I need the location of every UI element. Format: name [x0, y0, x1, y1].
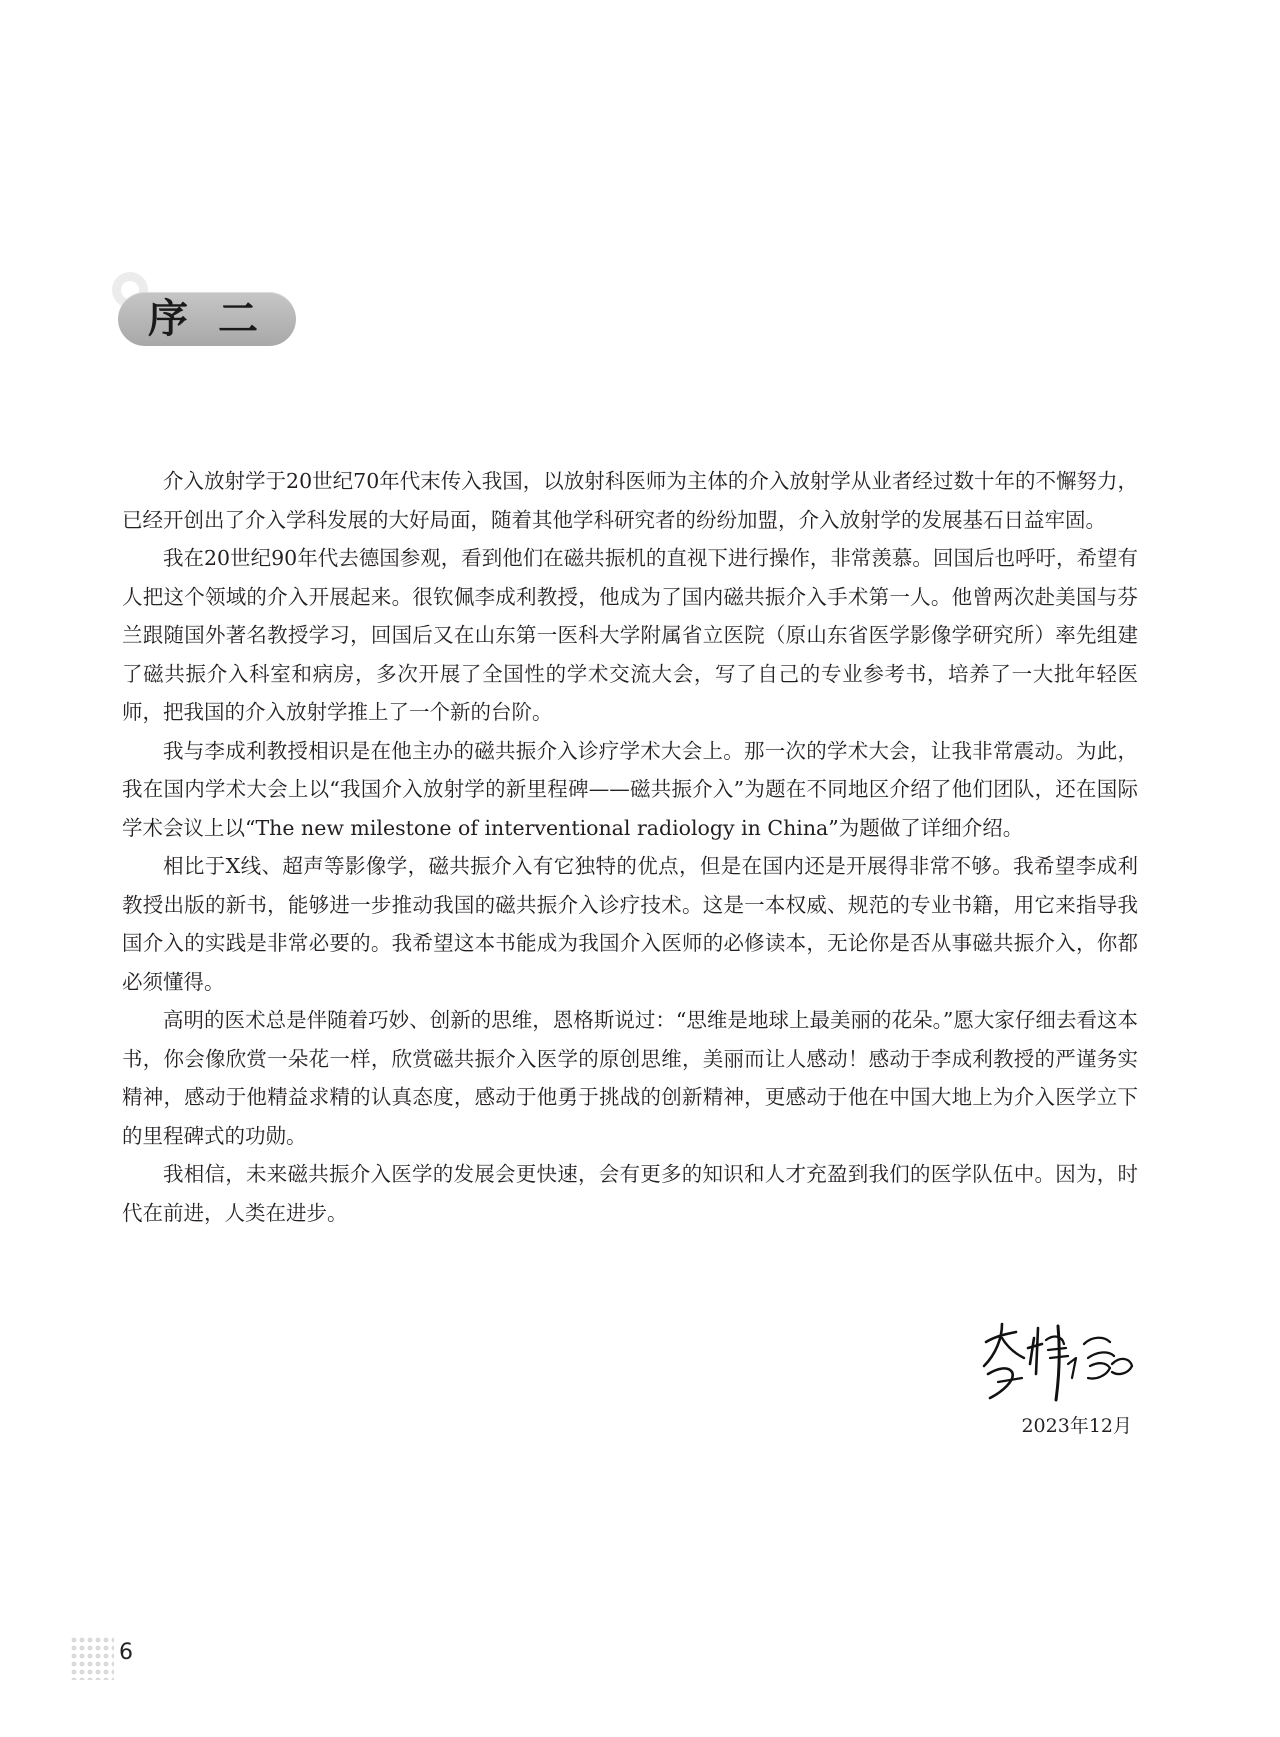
paragraph-6: 我相信，未来磁共振介入医学的发展会更快速，会有更多的知识和人才充盈到我们的医学队伍中。因为，时代在前进，人类在进步。 — [122, 1162, 1138, 1225]
paragraph-5: 高明的医术总是伴随着巧妙、创新的思维，恩格斯说过：“思维是地球上最美丽的花朵。”愿大家仔细去看这本书，你会像欣赏一朵花一样，欣赏磁共振介入医学的原创思维，美丽而让人感动！感动于李成利教授的严谨务实精神，感动于他精益求精的认真态度，感动于他勇于挑战的创新精神，更感动于他在中国大地上为介入医学立下的里程碑式的功勋。 — [122, 1008, 1138, 1148]
dot-grid-decoration — [70, 1636, 114, 1680]
section-title: 序二 — [148, 296, 288, 342]
paragraph-4: 相比于X线、超声等影像学，磁共振介入有它独特的优点，但是在国内还是开展得非常不够。我希望李成利教授出版的新书，能够进一步推动我国的磁共振介入诊疗技术。这是一本权威、规范的专业书籍，用它来指导我国介入的实践是非常必要的。我希望这本书能成为我国介入医师的必修读本，无论你是否从事磁共振介入，你都必须懂得。 — [122, 854, 1138, 994]
handwritten-signature — [972, 1318, 1140, 1406]
preface-body — [122, 462, 1138, 1232]
paragraph-2: 我在20世纪90年代去德国参观，看到他们在磁共振机的直视下进行操作，非常羡慕。回国后也呼吁，希望有人把这个领域的介入开展起来。很钦佩李成利教授，他成为了国内磁共振介入手术第一人。他曾两次赴美国与芬兰跟随国外著名教授学习，回国后又在山东第一医科大学附属省立医院（原山东省医学影像学研究所）率先组建了磁共振介入科室和病房，多次开展了全国性的学术交流大会，写了自己的专业参考书，培养了一大批年轻医师，把我国的介入放射学推上了一个新的台阶。 — [122, 546, 1138, 724]
page-number: 6 — [119, 1640, 133, 1665]
signature-date: 2023年12月 — [1021, 1415, 1132, 1437]
paragraph-3: 我与李成利教授相识是在他主办的磁共振介入诊疗学术大会上。那一次的学术大会，让我非常震动。为此，我在国内学术大会上以“我国介入放射学的新里程碑——磁共振介入”为题在不同地区介绍了他们团队，还在国际学术会议上以“The new milestone of interventional radiology in China”为题做了详细介绍。 — [122, 738, 1138, 840]
section-heading-tab — [112, 272, 296, 346]
paragraph-1: 介入放射学于20世纪70年代末传入我国，以放射科医师为主体的介入放射学从业者经过数十年的不懈努力，已经开创出了介入学科发展的大好局面，随着其他学科研究者的纷纷加盟，介入放射学的发展基石日益牢固。 — [122, 469, 1138, 532]
